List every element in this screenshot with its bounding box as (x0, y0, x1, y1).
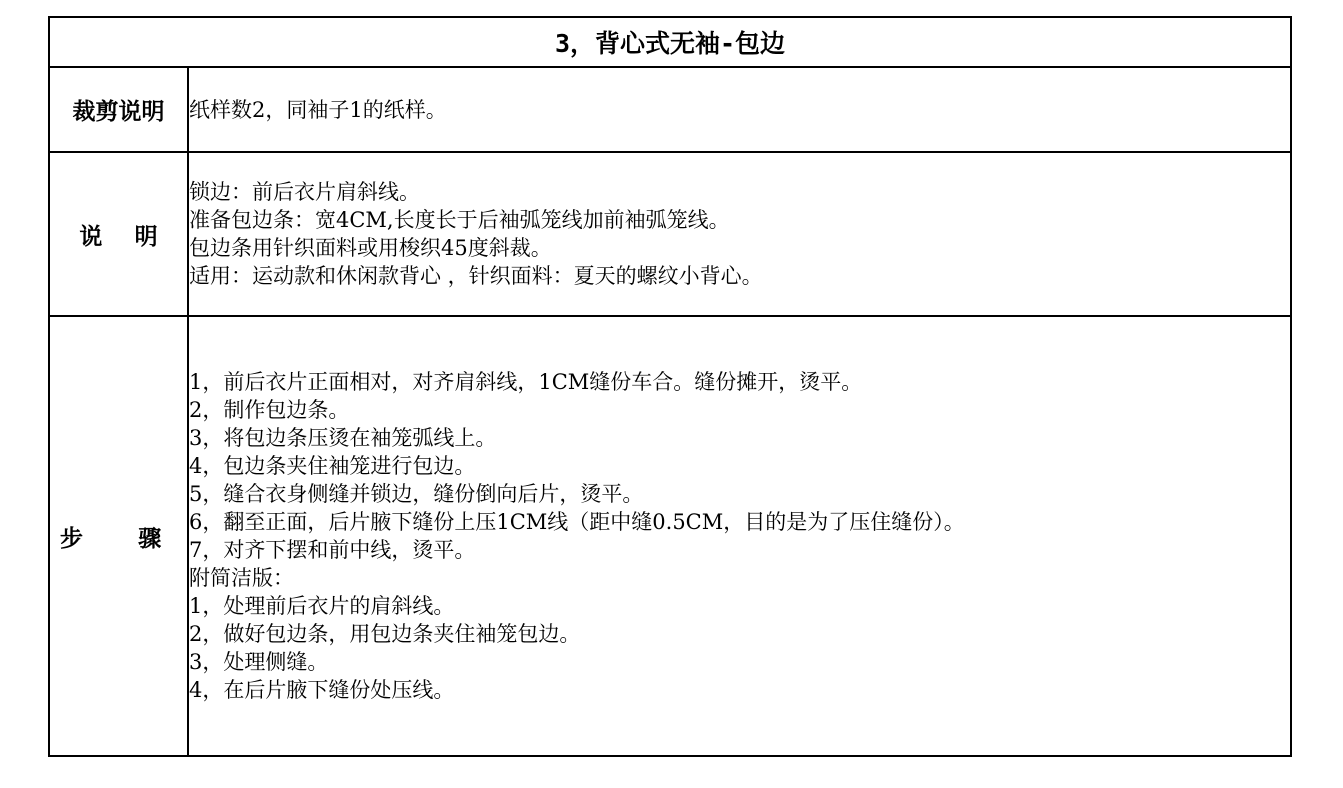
step-line: 5，缝合衣身侧缝并锁边，缝份倒向后片，烫平。 (189, 482, 644, 506)
instruction-table (48, 16, 1292, 757)
description-line: 包边条用针织面料或用梭织45度斜裁。 (189, 236, 552, 260)
steps-label-char-1: 步 (60, 525, 83, 552)
step-line: 1，处理前后衣片的肩斜线。 (189, 594, 455, 618)
cutting-content (188, 67, 1291, 152)
step-line: 4，在后片腋下缝份处压线。 (189, 678, 455, 702)
steps-content (188, 316, 1291, 756)
description-line: 适用：运动款和休闲款背心 ，针织面料：夏天的螺纹小背心。 (189, 264, 763, 288)
step-line: 2，制作包边条。 (189, 398, 350, 422)
step-line: 3，处理侧缝。 (189, 650, 329, 674)
description-line: 准备包边条：宽4CM,长度长于后袖弧笼线加前袖弧笼线。 (189, 208, 730, 232)
cutting-label: 裁剪说明 (49, 67, 188, 152)
step-line: 2，做好包边条，用包边条夹住袖笼包边。 (189, 622, 581, 646)
steps-row (49, 316, 1291, 756)
description-label-char-1: 说 (79, 223, 103, 250)
step-line: 1，前后衣片正面相对，对齐肩斜线，1CM缝份车合。缝份摊开，烫平。 (189, 370, 863, 394)
step-line: 6，翻至正面，后片腋下缝份上压1CM线（距中缝0.5CM，目的是为了压住缝份）。 (189, 510, 965, 534)
step-line: 4，包边条夹住袖笼进行包边。 (189, 454, 476, 478)
cutting-row (49, 67, 1291, 152)
description-label-char-2: 明 (134, 223, 158, 250)
step-line: 3，将包边条压烫在袖笼弧线上。 (189, 426, 497, 450)
description-label (49, 152, 188, 316)
description-content (188, 152, 1291, 316)
description-row (49, 152, 1291, 316)
steps-label-char-2: 骤 (138, 525, 162, 552)
description-line: 锁边：前后衣片肩斜线。 (189, 180, 420, 204)
step-line: 7，对齐下摆和前中线，烫平。 (189, 538, 476, 562)
cutting-line: 纸样数2，同袖子1的纸样。 (189, 97, 447, 122)
step-line: 附简洁版： (189, 566, 294, 590)
steps-label (49, 316, 188, 756)
table-title: 3，背心式无袖-包边 (49, 17, 1291, 67)
